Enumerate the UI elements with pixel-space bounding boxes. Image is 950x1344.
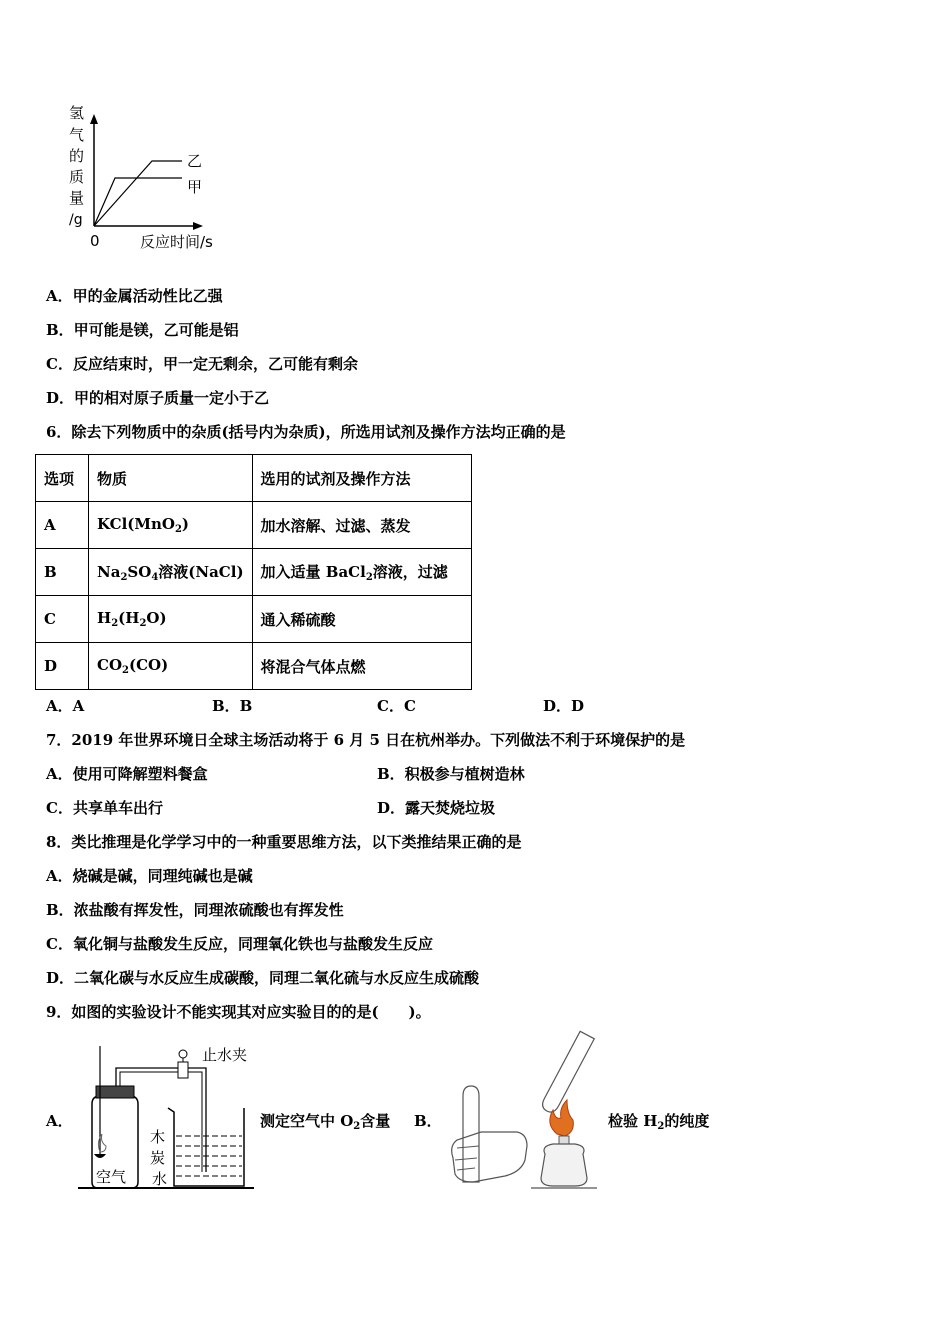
series-yi-line (94, 161, 182, 226)
q7-option-d: D．露天焚烧垃圾 (377, 799, 496, 817)
q5-option-c: C．反应结束时，甲一定无剩余，乙可能有剩余 (46, 355, 358, 373)
q5-option-b: B．甲可能是镁，乙可能是铝 (46, 321, 239, 339)
q5-option-a: A．甲的金属活动性比乙强 (46, 287, 223, 305)
row-option: B (36, 549, 89, 596)
header-method: 选用的试剂及操作方法 (252, 455, 471, 502)
series-jia-label: 甲 (187, 178, 203, 196)
origin-label: 0 (90, 232, 100, 250)
q7-stem: 7．2019 年世界环境日全球主场活动将于 6 月 5 日在杭州举办。下列做法不利于环境保护的是 (46, 731, 686, 749)
q8-option-d: D．二氧化碳与水反应生成碳酸，同理二氧化硫与水反应生成硫酸 (46, 969, 480, 987)
table-row (36, 643, 472, 690)
y-label-char: /g (69, 212, 83, 228)
alcohol-lamp (541, 1144, 587, 1186)
header-substance: 物质 (89, 455, 253, 502)
air-oxygen-apparatus-figure (72, 1042, 272, 1192)
row-substance: $CO_2(CO)$ (89, 643, 253, 690)
clamp-label: 止水夹 (202, 1046, 248, 1064)
y-axis-label (69, 104, 84, 228)
q9-option-a-letter: A． (46, 1112, 73, 1130)
q9-option-a-caption: 测定空气中 $O_2$含量 (260, 1112, 391, 1132)
table-row (36, 549, 472, 596)
hydrogen-purity-test-figure (445, 1028, 605, 1198)
row-method: 加入适量 BaCl$_2$溶液，过滤 (252, 549, 471, 596)
y-label-char: 量 (69, 189, 85, 207)
q6-choice-d: D．D (543, 697, 585, 715)
row-method: 通入稀硫酸 (252, 596, 471, 643)
row-method: 加水溶解、过滤、蒸发 (252, 502, 471, 549)
series-yi-label: 乙 (187, 152, 203, 170)
q9-stem: 9．如图的实验设计不能实现其对应实验目的的是( )。 (46, 1003, 431, 1021)
row-substance: $H_2(H_2O)$ (89, 596, 253, 643)
q7-option-a: A．使用可降解塑料餐盒 (46, 765, 208, 783)
y-axis-arrow (90, 114, 98, 124)
row-substance: KCl(MnO$_2$) (89, 502, 253, 549)
water-surface (176, 1136, 242, 1176)
row-option: D (36, 643, 89, 690)
x-axis-label: 反应时间/s (140, 233, 213, 251)
y-label-char: 质 (69, 168, 85, 186)
q7-option-c: C．共享单车出行 (46, 799, 163, 817)
table-row (36, 596, 472, 643)
q8-option-c: C．氧化铜与盐酸发生反应，同理氧化铁也与盐酸发生反应 (46, 935, 433, 953)
header-option: 选项 (36, 455, 89, 502)
table-header-row (36, 455, 472, 502)
charcoal-label-1: 木 (150, 1128, 166, 1146)
q6-choice-c: C．C (377, 697, 416, 715)
y-label-char: 氢 (69, 104, 85, 122)
clamp-knob (179, 1050, 187, 1058)
q8-stem: 8．类比推理是化学学习中的一种重要思维方法，以下类推结果正确的是 (46, 833, 522, 851)
row-method: 将混合气体点燃 (252, 643, 471, 690)
row-option: A (36, 502, 89, 549)
q9-option-b-caption: 检验 $H_2$的纯度 (608, 1112, 710, 1132)
q7-option-b: B．积极参与植树造林 (377, 765, 525, 783)
water-label: 水 (152, 1170, 168, 1188)
row-option: C (36, 596, 89, 643)
flask-stopper (96, 1086, 134, 1098)
q8-option-a: A．烧碱是碱，同理纯碱也是碱 (46, 867, 253, 885)
q6-table (35, 454, 472, 690)
flame-icon (550, 1100, 574, 1136)
q6-choice-b: B．B (212, 697, 253, 715)
water-stop-clamp (178, 1062, 188, 1078)
y-label-char: 气 (69, 126, 85, 144)
q5-option-d: D．甲的相对原子质量一定小于乙 (46, 389, 270, 407)
q6-stem: 6．除去下列物质中的杂质(括号内为杂质)，所选用试剂及操作方法均正确的是 (46, 423, 566, 441)
y-label-char: 的 (69, 147, 85, 165)
x-axis-arrow (193, 222, 203, 230)
q9-option-b-letter: B． (414, 1112, 442, 1130)
hydrogen-mass-chart (60, 100, 230, 260)
q8-option-b: B．浓盐酸有挥发性，同理浓硫酸也有挥发性 (46, 901, 344, 919)
air-label: 空气 (96, 1168, 127, 1186)
combustion-spoon (94, 1154, 106, 1158)
q6-choice-a: A．A (46, 697, 85, 715)
row-substance: $Na_2SO_4$溶液(NaCl) (89, 549, 253, 596)
table-row (36, 502, 472, 549)
series-jia-line (94, 178, 182, 226)
charcoal-label-2: 炭 (150, 1149, 166, 1167)
